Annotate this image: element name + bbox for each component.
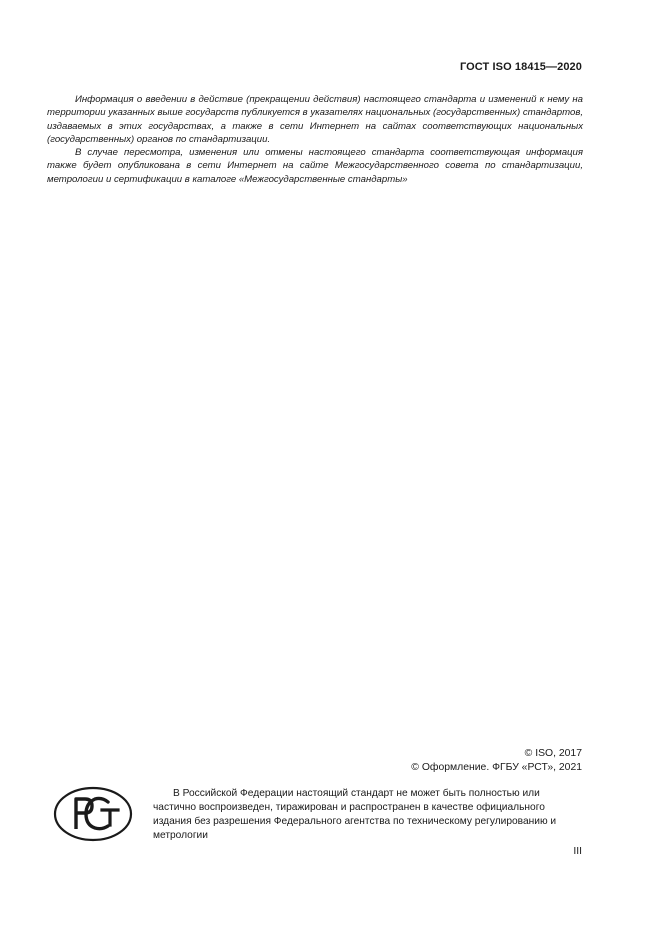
standard-code: ГОСТ ISO 18415—2020 — [459, 61, 582, 73]
copyright-iso: © ISO, 2017 — [524, 748, 582, 759]
info-paragraph-introduction: Информация о введении в действие (прекращении действия) настоящего стандарта и изменений к нему на территории указанных выше государств публикуется в указателях национальных (государственных) стандартов, издаваемых в этих государствах, а также в сети Интернет на сайтах соответствующих национальных (государственных) органов по стандартизации. — [47, 94, 583, 145]
info-paragraph-revision: В случае пересмотра, изменения или отмены настоящего стандарта соответствующая информация также будет опубликована в сети Интернет на сайте Межгосударственного совета по стандартизации, метрологии и сертификации в каталоге «Межгосударственные стандарты» — [47, 147, 583, 185]
page-number: III — [573, 846, 582, 857]
info-block — [47, 93, 583, 186]
copyright-design: © Оформление. ФГБУ «РСТ», 2021 — [411, 762, 582, 773]
rst-logo-icon — [52, 785, 134, 843]
copyright-block — [411, 747, 582, 775]
reproduction-notice: В Российской Федерации настоящий стандарт не может быть полностью или частично воспроизведен, тиражирован и распространен в качестве официального издания без разрешения Федерального агентства по техническому регулированию и метрологии — [153, 788, 557, 841]
